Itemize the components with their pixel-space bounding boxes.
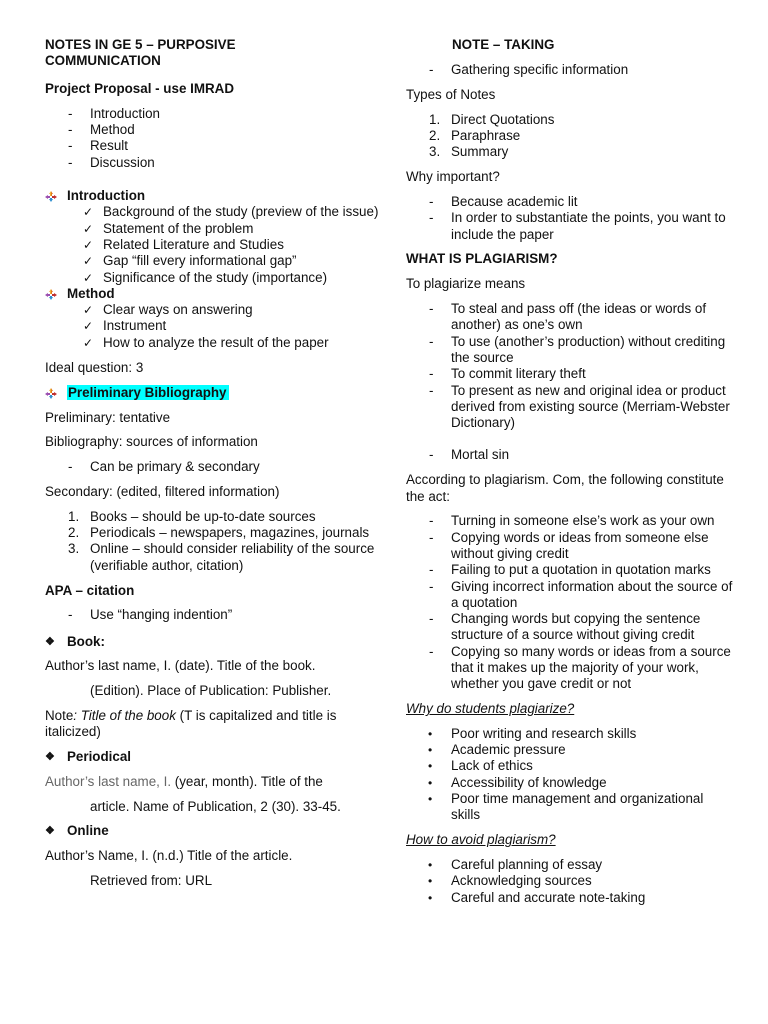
list-item: [45, 525, 380, 541]
introduction-heading-text: Introduction: [67, 188, 146, 204]
preliminary-bibliography-heading: [45, 385, 380, 401]
bibliography-list: [45, 459, 380, 475]
four-way-arrow-icon: [45, 388, 57, 399]
list-item-text: Books – should be up-to-date sources: [90, 508, 316, 524]
list-item-text: Paraphrase: [451, 128, 521, 144]
why-important-list: [406, 194, 736, 243]
list-item: - Result: [45, 138, 380, 154]
according-paragraph: According to plagiarism. Com, the following constitute the act:: [406, 472, 724, 504]
introduction-heading: [45, 188, 380, 204]
imrad-list: [45, 106, 380, 171]
method-heading: [45, 286, 380, 302]
right-column: [406, 37, 736, 914]
avoid-list: [406, 857, 736, 906]
list-item: • Careful planning of essay: [406, 857, 736, 873]
periodical-heading: [45, 749, 380, 765]
list-item: • Poor time management and organizational skills: [406, 791, 736, 824]
list-item: - Use “hanging indention”: [45, 607, 380, 623]
list-item: - To commit literary theft: [406, 366, 736, 382]
list-item-text: Online – should consider reliability of the source (verifiable author, citation): [90, 541, 375, 573]
check-mark-icon: ✓: [83, 237, 94, 252]
method-checklist: [45, 302, 380, 351]
list-item-text: Summary: [451, 144, 509, 160]
list-item-text: Clear ways on answering: [103, 302, 253, 318]
online-heading-text: Online: [67, 823, 109, 839]
list-number: 2.: [68, 525, 80, 541]
list-item-text: Direct Quotations: [451, 111, 555, 127]
list-item: - Copying words or ideas from someone else without giving credit: [406, 530, 736, 563]
list-item: - Can be primary & secondary: [45, 459, 380, 475]
periodical-citation-line-1: [45, 774, 380, 790]
how-to-avoid-heading: How to avoid plagiarism?: [406, 832, 556, 848]
list-item: - Gathering specific information: [406, 62, 736, 78]
note-italic: : Title of the book: [73, 708, 176, 723]
list-item: - Failing to put a quotation in quotation marks: [406, 562, 736, 578]
list-item: [45, 335, 380, 351]
list-item: [406, 128, 736, 144]
project-proposal-heading: Project Proposal - use IMRAD: [45, 80, 234, 96]
list-item-text: Background of the study (preview of the issue): [103, 204, 379, 220]
book-citation-line-2: (Edition). Place of Publication: Publisher.: [90, 683, 332, 699]
list-item: - Introduction: [45, 106, 380, 122]
list-item: • Poor writing and research skills: [406, 726, 736, 742]
list-item: • Acknowledging sources: [406, 873, 736, 889]
list-item: - In order to substantiate the points, you want to include the paper: [406, 210, 736, 243]
online-citation-line-2: Retrieved from: URL: [90, 873, 213, 889]
check-mark-icon: ✓: [83, 221, 94, 236]
online-heading: [45, 823, 380, 839]
title-line-2: COMMUNICATION: [45, 53, 161, 69]
book-heading-text: Book:: [67, 633, 105, 649]
method-heading-text: Method: [67, 285, 115, 301]
list-item: - To use (another’s production) without crediting the source: [406, 334, 736, 367]
plagiarism-heading: WHAT IS PLAGIARISM?: [406, 251, 558, 267]
introduction-checklist: [45, 204, 380, 285]
note-prefix: Note: [45, 708, 74, 723]
preliminary-definition: Preliminary: tentative: [45, 409, 171, 425]
left-column: [45, 37, 380, 898]
list-number: 1.: [68, 508, 80, 524]
check-mark-icon: ✓: [83, 270, 94, 285]
ideal-question: Ideal question: 3: [45, 360, 144, 376]
check-mark-icon: ✓: [83, 254, 94, 269]
apa-heading: APA – citation: [45, 582, 135, 598]
list-item: [406, 112, 736, 128]
list-item: [45, 204, 380, 220]
check-mark-icon: ✓: [83, 205, 94, 220]
check-mark-icon: ✓: [83, 303, 94, 318]
mortal-sin-list: [406, 447, 736, 463]
list-item-text: Related Literature and Studies: [103, 236, 284, 252]
why-important-label: Why important?: [406, 169, 500, 185]
list-item: - Turning in someone else’s work as your own: [406, 513, 736, 529]
list-item: [45, 541, 380, 574]
list-item: [406, 144, 736, 160]
list-item-text: Significance of the study (importance): [103, 269, 328, 285]
four-diamond-icon: ❖: [45, 751, 55, 764]
list-item: - Giving incorrect information about the source of a quotation: [406, 579, 736, 612]
list-item: - To steal and pass off (the ideas or words of another) as one’s own: [406, 301, 736, 334]
list-item: • Academic pressure: [406, 742, 736, 758]
list-item-text: Instrument: [103, 318, 167, 334]
list-item: [45, 270, 380, 286]
document-title: [45, 37, 380, 70]
four-way-arrow-icon: [45, 289, 57, 300]
periodical-rest-text: (year, month). Title of the: [171, 773, 323, 789]
types-of-notes-list: [406, 112, 736, 161]
list-item-text: Periodicals – newspapers, magazines, journals: [90, 525, 370, 541]
title-line-1: NOTES IN GE 5 – PURPOSIVE: [45, 37, 236, 52]
list-item: [45, 318, 380, 334]
check-mark-icon: ✓: [83, 319, 94, 334]
list-item: [45, 302, 380, 318]
list-number: 1.: [429, 111, 441, 127]
note-rest: (T is capitalized and title is italicized): [45, 708, 337, 740]
list-item: [45, 253, 380, 269]
four-diamond-icon: ❖: [45, 635, 55, 648]
periodical-author-text: Author’s last name, I.: [45, 773, 172, 789]
list-number: 3.: [429, 144, 441, 160]
note-taking-title: NOTE – TAKING: [452, 37, 555, 52]
plagiarize-means-list: [406, 301, 736, 431]
types-of-notes-label: Types of Notes: [406, 87, 496, 103]
list-item: • Lack of ethics: [406, 758, 736, 774]
list-item: - Discussion: [45, 155, 380, 171]
apa-list: [45, 607, 380, 623]
book-citation-line-1: Author’s last name, I. (date). Title of the book.: [45, 658, 316, 674]
list-number: 2.: [429, 128, 441, 144]
list-item: - Changing words but copying the sentence structure of a source without giving credit: [406, 611, 736, 644]
list-item: - Method: [45, 122, 380, 138]
reasons-list: [406, 726, 736, 824]
bibliography-definition: Bibliography: sources of information: [45, 434, 258, 450]
list-item: [45, 237, 380, 253]
four-way-arrow-icon: [45, 191, 57, 202]
why-students-plagiarize-heading: Why do students plagiarize?: [406, 701, 575, 717]
list-item: • Accessibility of knowledge: [406, 775, 736, 791]
list-item-text: Statement of the problem: [103, 220, 254, 236]
list-number: 3.: [68, 541, 80, 557]
secondary-definition: Secondary: (edited, filtered information): [45, 484, 280, 500]
highlighted-heading-text: Preliminary Bibliography: [68, 384, 227, 400]
list-item: - Because academic lit: [406, 194, 736, 210]
periodical-citation-line-2: article. Name of Publication, 2 (30). 33-45.: [90, 798, 341, 814]
check-mark-icon: ✓: [83, 335, 94, 350]
list-item: - To present as new and original idea or product derived from existing source (Merriam-Webster Dictionary): [406, 383, 736, 432]
four-diamond-icon: ❖: [45, 825, 55, 838]
plagiarize-means-label: To plagiarize means: [406, 276, 526, 292]
note-taking-list: [406, 62, 736, 78]
book-note: [45, 708, 380, 741]
list-item-text: How to analyze the result of the paper: [103, 334, 329, 350]
online-citation-line-1: Author’s Name, I. (n.d.) Title of the article.: [45, 848, 293, 864]
list-item: - Copying so many words or ideas from a source that it makes up the majority of your work, whether you gave credit or not: [406, 644, 736, 693]
list-item: • Careful and accurate note-taking: [406, 890, 736, 906]
list-item-text: Gap “fill every informational gap”: [103, 253, 297, 269]
list-item: - Mortal sin: [406, 447, 736, 463]
list-item: [45, 221, 380, 237]
sources-list: [45, 509, 380, 574]
acts-list: [406, 513, 736, 692]
periodical-heading-text: Periodical: [67, 749, 132, 765]
list-item: [45, 509, 380, 525]
book-heading: [45, 634, 380, 650]
